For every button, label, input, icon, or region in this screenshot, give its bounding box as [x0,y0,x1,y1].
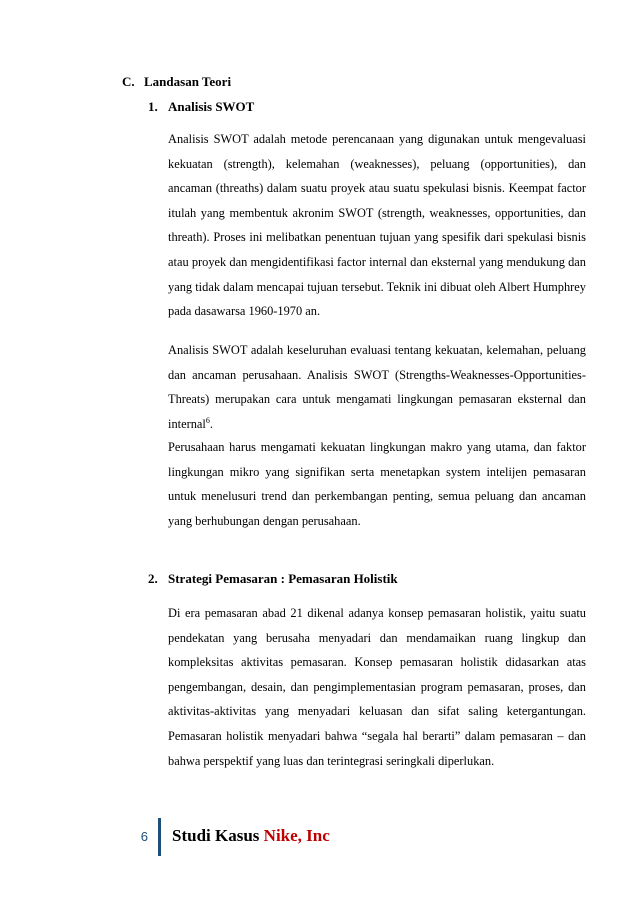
footnote-ref: 6 [205,415,210,425]
subsection-number: 1. [148,99,158,114]
footer-brand: Nike, Inc [263,826,330,845]
subsection-heading-holistik [148,571,398,587]
paragraph-holistik-1: Di era pemasaran abad 21 dikenal adanya konsep pemasaran holistik, yaitu suatu pendekatan yang berusaha menyadari dan mendamaikan ruang lingkup dan kompleksitas aktivitas pemasaran. Konsep pemasaran holistik didasarkan atas pengembangan, desain, dan pengimplementasian program pemasaran, proses, dan aktivitas-aktivitas yang menyadari keluasan dan sifat saling ketergantungan. Pemasaran holistik menyadari bahwa “segala hal berarti” dalam pemasaran – dan bahwa perspektif yang luas dan terintegrasi seringkali diperlukan. [168,606,586,768]
subsection-number: 2. [148,571,158,586]
page-number: 6 [140,829,148,844]
section-number: C. [122,74,135,89]
paragraph-swot-1: Analisis SWOT adalah metode perencanaan yang digunakan untuk mengevaluasi kekuatan (strength), kelemahan (weaknesses), peluang (opportunities), dan ancaman (threaths) dalam suatu proyek atau suatu spekulasi bisnis. Keempat factor itulah yang membentuk akronim SWOT (strength, weaknesses, opportunities, dan threath). Proses ini melibatkan penentuan tujuan yang spesifik dari spekulasi bisnis atau proyek dan mengidentifikasi factor internal dan eksternal yang mendukung dan yang tidak dalam mencapai tujuan tersebut. Teknik ini dibuat oleh Albert Humphrey pada dasawarsa 1960-1970 an. [168,132,586,319]
paragraph-swot-2-tail: . [209,416,213,431]
subsection-title: Strategi Pemasaran : Pemasaran Holistik [168,571,398,586]
section-heading [122,74,231,90]
subsection-title: Analisis SWOT [168,99,255,114]
section-title: Landasan Teori [144,74,232,89]
paragraph-swot-2 [168,338,586,436]
footer-divider [158,818,161,856]
footer-title-prefix: Studi Kasus [172,826,260,845]
paragraph-swot-3: Perusahaan harus mengamati kekuatan lingkungan makro yang utama, dan faktor lingkungan mikro yang signifikan serta menetapkan system intelijen pemasaran untuk menelusuri trend dan perkembangan penting, semua peluang dan ancaman yang berhubungan dengan perusahaan. [168,440,586,528]
paragraph-swot-2-text: Analisis SWOT adalah keseluruhan evaluasi tentang kekuatan, kelemahan, peluang dan ancaman perusahaan. Analisis SWOT (Strengths-Weaknesses-Opportunities-Threats) merupakan cara untuk mengamati lingkungan pemasaran eksternal dan internal [168,343,586,431]
subsection-heading-swot [148,99,254,115]
footer-title [172,826,330,846]
